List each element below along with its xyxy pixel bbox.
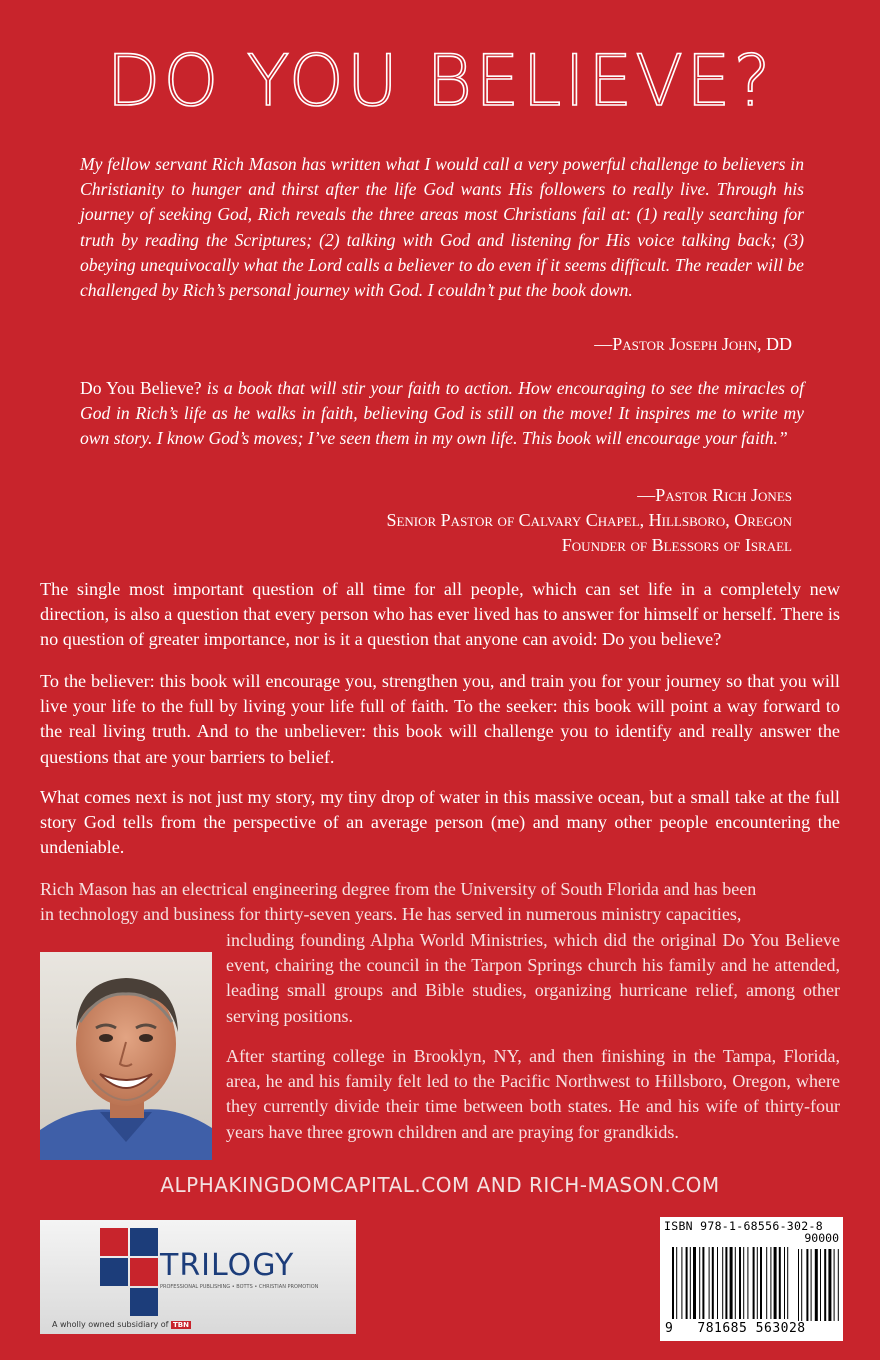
endorsement-2-book-title: Do You Believe?: [80, 378, 202, 398]
barcode-bar: [766, 1247, 767, 1319]
endorsement-2-text: [80, 376, 804, 452]
author-bio-line-2: in technology and business for thirty-seven years. He has served in numerous ministry capacities,: [40, 904, 742, 925]
barcode-bar: [702, 1247, 704, 1319]
endorsement-2-title: Senior Pastor of Calvary Chapel, Hillsboro, Oregon: [386, 510, 792, 530]
endorsement-2-body: is a book that will stir your faith to action. How encouraging to see the miracles of God in Rich’s life as he walks in faith, believing God is still on the move! It inspires me to write my own story. I know God’s moves; I’ve seen them in my own life. This book will encourage your faith.”: [80, 378, 804, 449]
book-title: DO YOU BELIEVE?: [106, 40, 774, 122]
barcode-bar: [784, 1247, 785, 1319]
isbn-label: ISBN 978-1-68556-302-8: [664, 1219, 823, 1233]
barcode-bar: [753, 1247, 755, 1319]
barcode-addon-bar: [811, 1249, 812, 1321]
publisher-name: TRILOGY: [160, 1248, 295, 1283]
barcode-bar: [760, 1247, 762, 1319]
author-bio-paragraph-2: After starting college in Brooklyn, NY, and then finishing in the Tampa, Florida, area, he and his family felt led to the Pacific Northwest to Hillsboro, Oregon, where they currently divide their time between both states. He and his wife of thirty-four years have three grown children and are praying for grandkids.: [226, 1046, 840, 1142]
price-code: 90000: [804, 1231, 839, 1245]
author-bio-line-1: Rich Mason has an electrical engineering degree from the University of South Florida and has been: [40, 879, 757, 899]
barcode-bar: [672, 1247, 674, 1319]
barcode-addon-bar: [824, 1249, 826, 1321]
barcode-addon-bar: [815, 1249, 818, 1321]
author-bio-intro: [40, 877, 840, 927]
tbn-logo: TBN: [173, 1321, 189, 1329]
barcode-bar: [743, 1247, 744, 1319]
barcode-bar: [690, 1247, 691, 1319]
barcode-addon-bar: [828, 1249, 831, 1321]
barcode-addon-bar: [806, 1249, 808, 1321]
author-photo: [40, 952, 212, 1160]
barcode-bar: [747, 1247, 748, 1319]
barcode-bar: [712, 1247, 714, 1319]
isbn-digit-groups: 781685 563028: [697, 1321, 806, 1336]
barcode-bar: [686, 1247, 688, 1319]
barcode-bar: [739, 1247, 741, 1319]
barcode-bar: [725, 1247, 727, 1319]
endorsement-2-attribution: [386, 483, 792, 558]
barcode-bar: [779, 1247, 781, 1319]
description-paragraph-1: The single most important question of all time for all people, which can set life in a completely new direction, is also a question that every person who has ever lived has to answer for himself or herself. There is no question of greater importance, nor is it a question that anyone can avoid: Do you believe?: [40, 579, 840, 650]
barcode-addon-bar: [834, 1249, 835, 1321]
barcode-bar: [787, 1247, 788, 1319]
barcode-bar: [722, 1247, 723, 1319]
barcode-addon-bar: [798, 1249, 799, 1321]
endorsement-1-attribution: —Pastor Joseph John, DD: [594, 334, 792, 354]
barcode-bar: [709, 1247, 710, 1319]
isbn-barcode: [660, 1217, 843, 1341]
barcode-addon-bar: [820, 1249, 821, 1321]
barcode-bar: [774, 1247, 777, 1319]
barcode-bar: [757, 1247, 758, 1319]
barcode-addon-bar: [801, 1249, 802, 1321]
barcode-bar: [681, 1247, 682, 1319]
endorsement-1-text: My fellow servant Rich Mason has written what I would call a very powerful challenge to believers in Christianity to hunger and thirst after the life God wants His followers to really live. Through his journey of seeking God, Rich reveals the three areas most Christians fail at: (1) really searching for truth by reading the Scriptures; (2) talking with God and listening for His voice talking back; (3) obeying unequivocally what the Lord calls a believer to do even if it seems difficult. The reader will be challenged by Rich’s personal journey with God. I couldn’t put the book down.: [80, 154, 804, 301]
endorsement-2-name: —Pastor Rich Jones: [637, 485, 792, 505]
barcode-bar: [699, 1247, 700, 1319]
barcode-bar: [693, 1247, 696, 1319]
barcode-bar: [770, 1247, 771, 1319]
description-paragraph-3: What comes next is not just my story, my tiny drop of water in this massive ocean, but a small take at the full story God tells from the perspective of an average person (me) and many other people encountering the undeniable.: [40, 787, 840, 858]
barcode-bar: [735, 1247, 736, 1319]
author-websites: ALPHAKINGDOMCAPITAL.COM AND RICH-MASON.COM: [160, 1173, 720, 1197]
description-paragraph-2: To the believer: this book will encourage you, strengthen you, and train you for your journey so that you will live your life to the full by living your life full of faith. To the seeker: this book will point a way forward to the real living truth. And to the unbeliever: this book will challenge you to identify and really answer the questions that are your barriers to belief.: [40, 671, 840, 767]
barcode-bar: [717, 1247, 718, 1319]
barcode-bar: [676, 1247, 677, 1319]
barcode-addon-bar: [838, 1249, 839, 1321]
publisher-tagline: PROFESSIONAL PUBLISHING • BOTTS • CHRISTIAN PROMOTION: [160, 1284, 319, 1290]
publisher-logo: [40, 1220, 356, 1334]
author-portrait-image: [40, 952, 212, 1160]
isbn-lead-digit: 9: [665, 1321, 674, 1336]
barcode-bar: [730, 1247, 733, 1319]
publisher-subsidiary-note: A wholly owned subsidiary of TBN: [52, 1320, 189, 1329]
isbn-digits: [660, 1321, 843, 1336]
author-bio-paragraph-1: including founding Alpha World Ministries, which did the original Do You Believe event, chairing the council in the Tarpon Springs church his family and he attended, leading small groups and Bible studies, organizing hurricane relief, among other serving positions.: [226, 930, 840, 1026]
endorsement-2-role: Founder of Blessors of Israel: [561, 535, 792, 555]
